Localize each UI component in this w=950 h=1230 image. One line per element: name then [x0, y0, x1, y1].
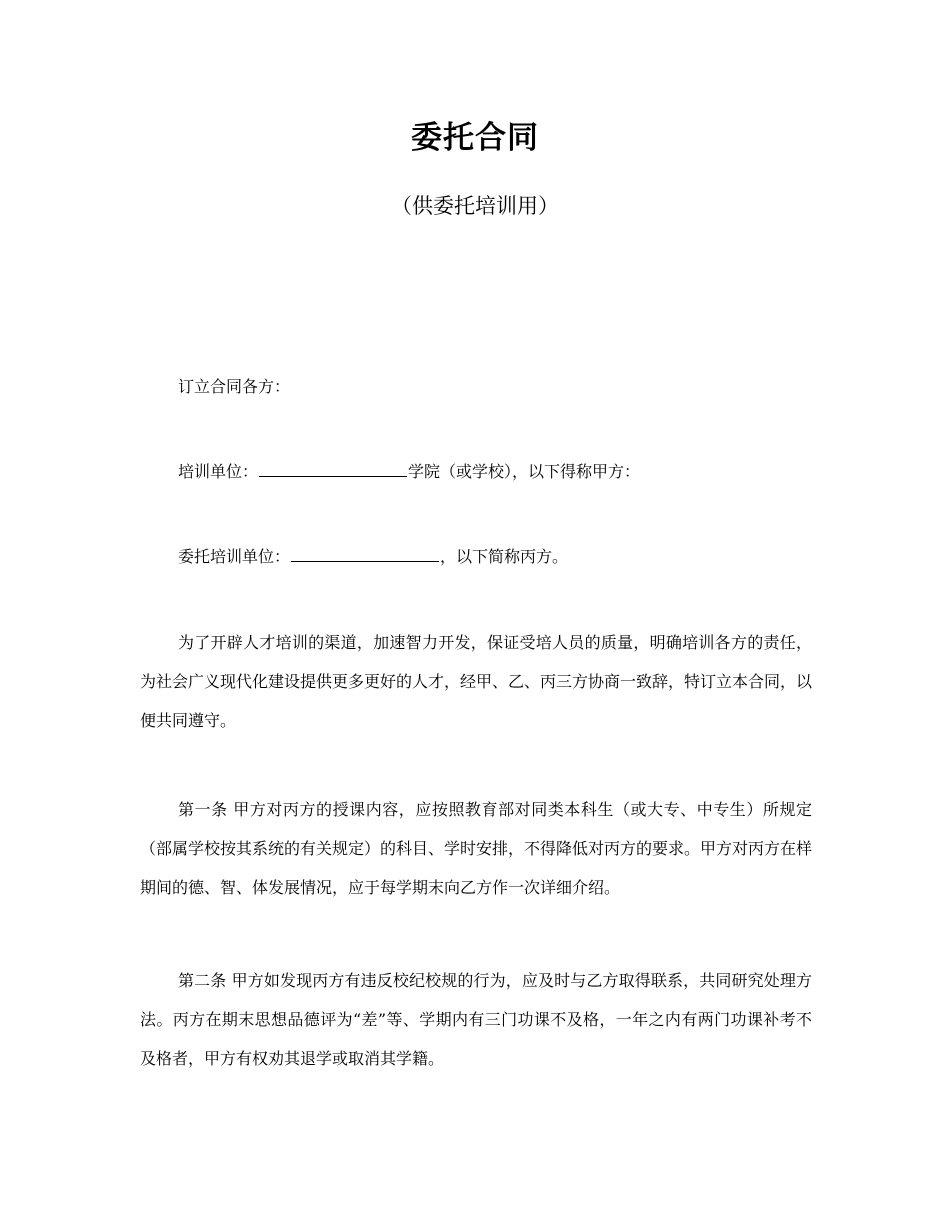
- parties-heading: 订立合同各方：: [178, 377, 291, 396]
- party-c-suffix: ，以下简称丙方。: [440, 547, 569, 566]
- party-c-label: 委托培训单位：: [178, 547, 291, 566]
- party-c-line: [178, 547, 568, 567]
- party-a-line: [178, 462, 640, 482]
- party-a-label: 培训单位：: [178, 462, 259, 481]
- party-a-blank-field: [259, 462, 407, 477]
- preamble-paragraph: 为了开辟人才培训的渠道，加速智力开发，保证受培人员的质量，明确培训各方的责任，为社会广义现代化建设提供更多更好的人才，经甲、乙、丙三方协商一致辞，特订立本合同，以便共同遵守。: [140, 633, 813, 730]
- party-a-suffix: 学院（或学校），以下得称甲方：: [408, 462, 641, 481]
- party-c-blank-field: [291, 547, 439, 562]
- article-2-paragraph: 第二条 甲方如发现丙方有违反校纪校规的行为，应及时与乙方取得联系，共同研究处理方法。丙方在期末思想品德评为“差”等、学期内有三门功课不及格，一年之内有两门功课补考不及格者，甲方有权劝其退学或取消其学籍。: [140, 971, 812, 1068]
- article-1-paragraph: 第一条 甲方对丙方的授课内容，应按照教育部对同类本科生（或大专、中专生）所规定（部属学校按其系统的有关规定）的科目、学时安排，不得降低对丙方的要求。甲方对丙方在样期间的德、智、体发展情况，应于每学期末向乙方作一次详细介绍。: [140, 800, 813, 897]
- document-title: 委托合同: [411, 120, 539, 156]
- document-subtitle: （供委托培训用）: [391, 194, 559, 218]
